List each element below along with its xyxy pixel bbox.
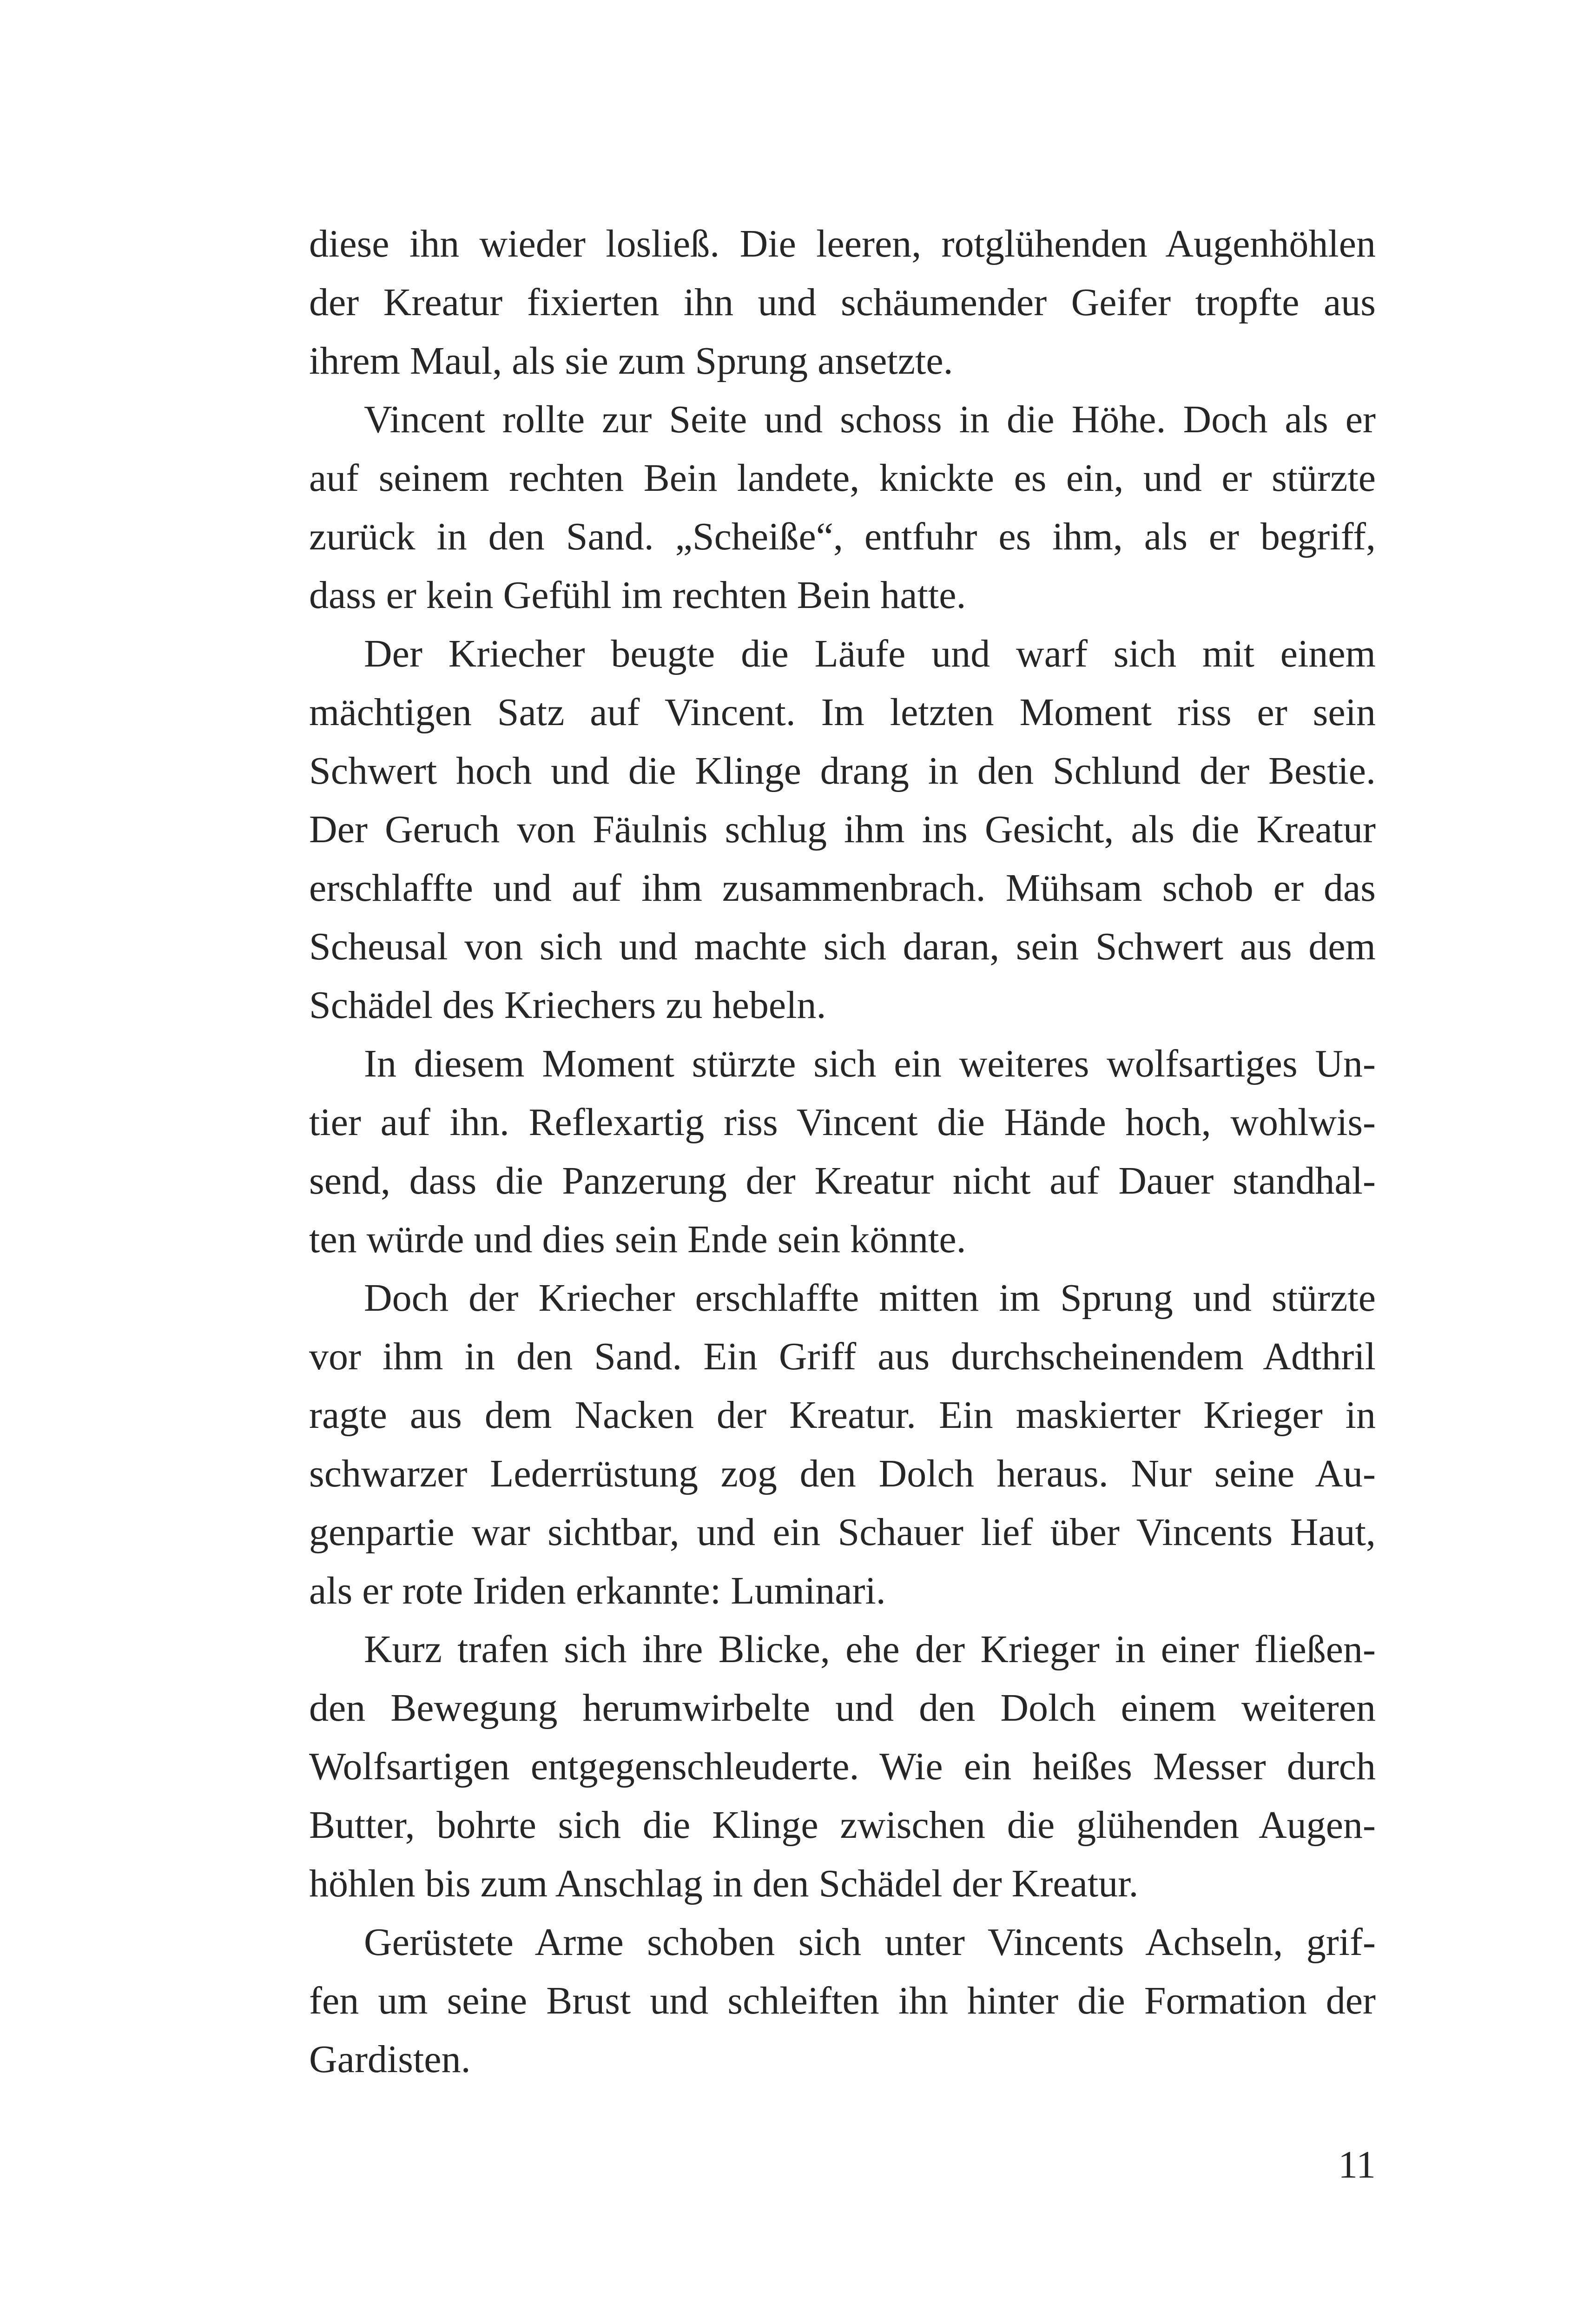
text-line: Gardisten. bbox=[309, 2038, 471, 2081]
page-number: 11 bbox=[1338, 2143, 1376, 2186]
text-line: ten würde und dies sein Ende sein könnte. bbox=[309, 1218, 966, 1261]
paragraph bbox=[309, 390, 1376, 625]
paragraph bbox=[309, 1913, 1376, 2089]
text-line: genpartie war sichtbar, und ein Schauer lief über Vincents Haut, bbox=[309, 1511, 1376, 1554]
text-line: höhlen bis zum Anschlag in den Schädel der Kreatur. bbox=[309, 1862, 1139, 1905]
text-line: In diesem Moment stürzte sich ein weiteres wolfsartiges Un- bbox=[364, 1042, 1376, 1085]
text-line: Schädel des Kriechers zu hebeln. bbox=[309, 984, 826, 1027]
text-line: schwarzer Lederrüstung zog den Dolch heraus. Nur seine Au- bbox=[309, 1452, 1376, 1495]
text-line: send, dass die Panzerung der Kreatur nicht auf Dauer standhal- bbox=[309, 1159, 1376, 1202]
paragraph bbox=[309, 1269, 1376, 1620]
text-line: Scheusal von sich und machte sich daran, sein Schwert aus dem bbox=[309, 925, 1376, 968]
text-line: tier auf ihn. Reflexartig riss Vincent die Hände hoch, wohlwis- bbox=[309, 1101, 1376, 1144]
text-line: Wolfsartigen entgegenschleuderte. Wie ein heißes Messer durch bbox=[309, 1745, 1376, 1788]
text-line: dass er kein Gefühl im rechten Bein hatte. bbox=[309, 574, 966, 617]
text-line: erschlaffte und auf ihm zusammenbrach. Mühsam schob er das bbox=[309, 866, 1376, 910]
text-line: fen um seine Brust und schleiften ihn hinter die Formation der bbox=[309, 1979, 1376, 2022]
text-line: vor ihm in den Sand. Ein Griff aus durchscheinendem Adthril bbox=[309, 1335, 1376, 1378]
text-line: Der Kriecher beugte die Läufe und warf sich mit einem bbox=[364, 632, 1376, 675]
text-line: Schwert hoch und die Klinge drang in den Schlund der Bestie. bbox=[309, 749, 1376, 792]
paragraph bbox=[309, 1035, 1376, 1269]
paragraph bbox=[309, 215, 1376, 390]
text-line: Kurz trafen sich ihre Blicke, ehe der Krieger in einer fließen- bbox=[364, 1628, 1376, 1671]
paragraph bbox=[309, 625, 1376, 1035]
text-line: der Kreatur fixierten ihn und schäumender Geifer tropfte aus bbox=[309, 281, 1376, 324]
text-line: den Bewegung herumwirbelte und den Dolch einem weiteren bbox=[309, 1686, 1376, 1730]
text-line: ragte aus dem Nacken der Kreatur. Ein maskierter Krieger in bbox=[309, 1393, 1376, 1437]
text-line: ihrem Maul, als sie zum Sprung ansetzte. bbox=[309, 339, 953, 383]
text-line: mächtigen Satz auf Vincent. Im letzten Moment riss er sein bbox=[309, 691, 1376, 734]
paragraph bbox=[309, 1620, 1376, 1913]
text-line: Doch der Kriecher erschlaffte mitten im Sprung und stürzte bbox=[364, 1276, 1376, 1320]
text-line: Der Geruch von Fäulnis schlug ihm ins Gesicht, als die Kreatur bbox=[309, 808, 1376, 851]
body-text bbox=[309, 215, 1376, 2089]
text-line: zurück in den Sand. „Scheiße“, entfuhr es ihm, als er begriff, bbox=[309, 515, 1376, 558]
text-line: auf seinem rechten Bein landete, knickte es ein, und er stürzte bbox=[309, 456, 1376, 500]
text-line: diese ihn wieder losließ. Die leeren, rotglühenden Augenhöhlen bbox=[309, 222, 1376, 265]
text-line: Butter, bohrte sich die Klinge zwischen die glühenden Augen- bbox=[309, 1803, 1376, 1847]
text-line: Vincent rollte zur Seite und schoss in die Höhe. Doch als er bbox=[364, 398, 1376, 441]
text-line: als er rote Iriden erkannte: Luminari. bbox=[309, 1569, 886, 1612]
text-line: Gerüstete Arme schoben sich unter Vincents Achseln, grif- bbox=[364, 1921, 1376, 1964]
